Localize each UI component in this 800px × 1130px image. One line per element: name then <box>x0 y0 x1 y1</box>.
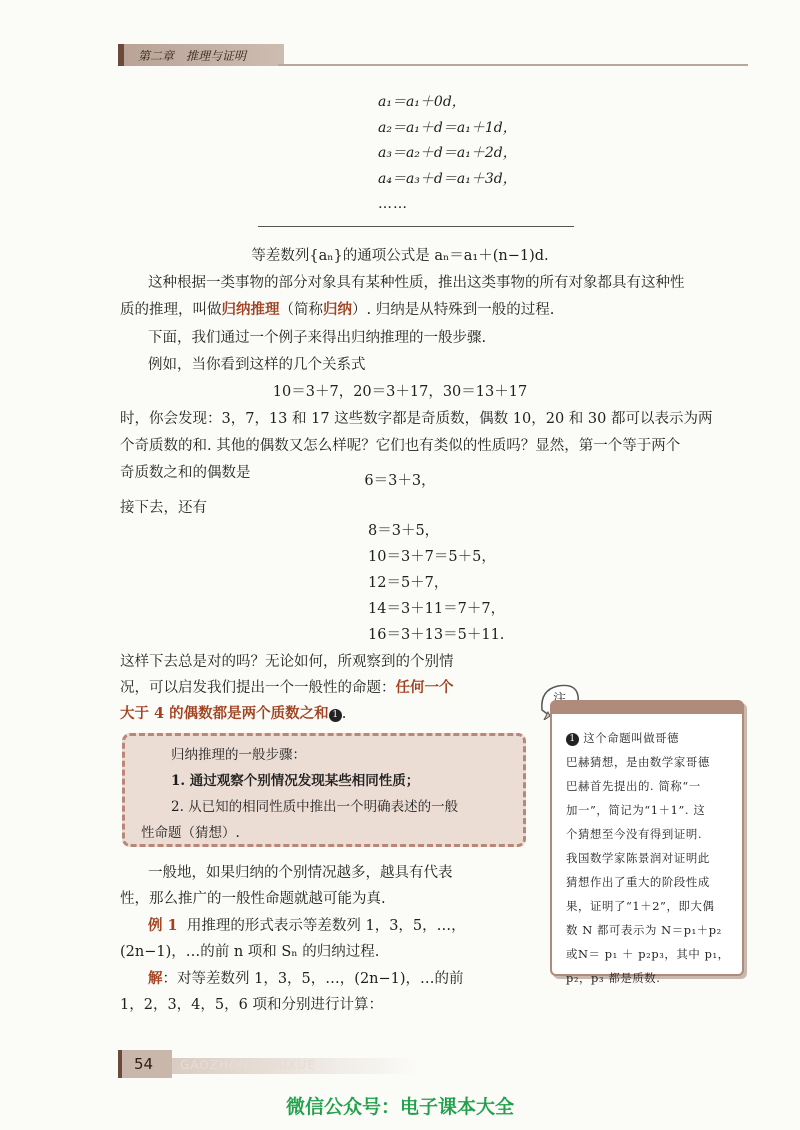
paragraph-line: 一般地，如果归纳的个别情况越多，越具有代表 <box>148 865 453 881</box>
note-line: 果，证明了“1＋2”，即大偶 <box>566 899 715 913</box>
equation-block <box>378 90 517 218</box>
even-equation: 16＝3＋13＝5＋11. <box>368 627 505 643</box>
text-span: 质的推理，叫做 <box>120 302 222 318</box>
even-equation: 10＝3＋7＝5＋5， <box>368 549 496 565</box>
footer-credit: 微信公众号：电子课本大全 <box>285 1096 514 1118</box>
example-line: (2n−1)，…的前 n 项和 Sₙ 的归纳过程. <box>120 944 380 960</box>
text-span: 用推理的形式表示等差数列 1，3，5，…， <box>186 918 466 934</box>
footnote-marker[interactable]: 1 <box>329 709 342 722</box>
footer-watermark: GAOZHONGSHUXUE <box>180 1058 316 1072</box>
equation-line: a₂＝a₁＋d＝a₁＋1d， <box>378 119 517 136</box>
chapter-header <box>118 44 748 66</box>
even-equation: 12＝5＋7， <box>368 575 449 591</box>
paragraph-line: 奇质数之和的偶数是 <box>120 465 251 481</box>
equation-line: a₁＝a₁＋0d， <box>378 94 466 110</box>
text-span: ）. 归纳是从特殊到一般的过程. <box>352 302 555 318</box>
note-line: 我国数学家陈景润对证明此 <box>566 851 710 865</box>
note-line: 巴赫猜想，是由数学家哥德 <box>566 755 710 769</box>
note-line: 猜想作出了重大的阶段性成 <box>566 875 710 889</box>
relations-line: 10＝3＋7，20＝3＋17，30＝13＋17 <box>272 384 528 400</box>
text-span: （简称 <box>279 302 323 318</box>
even-equation: 14＝3＋11＝7＋7， <box>368 601 506 617</box>
chapter-tab <box>118 44 284 66</box>
paragraph-line: 个奇质数的和. 其他的偶数又怎么样呢？它们也有类似的性质吗？显然，第一个等于两个 <box>120 438 681 454</box>
paragraph-line: 性，那么推广的一般性命题就越可能为真. <box>120 891 386 907</box>
equation-line: a₄＝a₃＋d＝a₁＋3d， <box>378 170 517 187</box>
note-text <box>566 726 734 990</box>
note-line: 个猜想至今没有得到证明. <box>566 827 703 841</box>
term-induction: 归纳 <box>323 301 352 318</box>
solution-line <box>148 967 464 988</box>
example-line <box>148 914 466 935</box>
equation-line: a₃＝a₂＋d＝a₁＋2d， <box>378 145 517 161</box>
page-number-tab <box>118 1050 172 1078</box>
equation-6: 6＝3＋3， <box>364 473 436 489</box>
note-line: 数 N 都可表示为 N＝p₁＋p₂ <box>566 923 722 937</box>
text-span: 况，可以启发我们提出一个一般性的命题： <box>120 680 396 696</box>
paragraph-line <box>120 676 454 697</box>
text-span: . <box>341 706 347 722</box>
step-2: 2. 从已知的相同性质中推出一个明确表述的一般 <box>171 799 459 815</box>
steps-title: 归纳推理的一般步骤： <box>171 747 306 763</box>
paragraph-line: 下面，我们通过一个例子来得出归纳推理的一般步骤. <box>148 330 487 346</box>
solution-line: 1，2，3，4，5，6 项和分别进行计算： <box>120 997 383 1013</box>
step-1: 1. 通过观察个别情况发现某些相同性质； <box>171 773 420 789</box>
general-formula: 等差数列{aₙ}的通项公式是 aₙ＝a₁＋(n−1)d. <box>251 248 549 264</box>
induction-steps-box <box>122 733 526 847</box>
paragraph-line: 时，你会发现：3，7，13 和 17 这些数字都是奇质数，偶数 10，20 和 30 都可以表示为两 <box>120 411 713 427</box>
goldbach-statement: 大于 4 的偶数都是两个质数之和 <box>120 705 329 722</box>
equation-ellipsis: …… <box>378 196 408 212</box>
header-rule <box>278 64 748 66</box>
note-line-text: 这个命题叫做哥德 <box>583 731 680 745</box>
term-inductive-reasoning: 归纳推理 <box>221 301 280 318</box>
note-line: 加一”，简记为“1＋1”. 这 <box>566 803 706 817</box>
paragraph-line: 这样下去总是对的吗？无论如何，所观察到的个别情 <box>120 654 454 670</box>
paragraph-line: 例如，当你看到这样的几个关系式 <box>148 357 366 373</box>
paragraph-line <box>120 702 346 723</box>
chapter-title: 第二章 推理与证明 <box>138 49 247 63</box>
paragraph-line: 这种根据一类事物的部分对象具有某种性质，推出这类事物的所有对象都具有这种性 <box>148 275 685 291</box>
even-equation: 8＝3＋5， <box>368 523 440 539</box>
steps-text <box>141 742 459 846</box>
note-line: 巴赫首先提出的. 简称“一 <box>566 779 701 793</box>
note-line: 或N＝ p₁ ＋ p₂p₃，其中 p₁， <box>566 947 730 961</box>
example-label: 例 1 <box>148 917 178 934</box>
note-line <box>566 726 734 750</box>
paragraph-line: 接下去，还有 <box>120 500 207 516</box>
paragraph-line <box>120 298 554 319</box>
separator-line <box>258 226 574 227</box>
note-top-bar <box>552 702 742 714</box>
note-line: p₂，p₃ 都是质数. <box>566 971 661 985</box>
goldbach-statement: 任何一个 <box>395 679 454 696</box>
margin-note <box>550 700 744 985</box>
note-number: 1 <box>566 733 579 746</box>
page-number: 54 <box>134 1055 154 1073</box>
text-span: ：对等差数列 1，3，5，…，(2n−1)，…的前 <box>162 971 464 987</box>
solution-label: 解 <box>148 970 163 987</box>
step-2-cont: 性命题（猜想）. <box>141 825 240 841</box>
